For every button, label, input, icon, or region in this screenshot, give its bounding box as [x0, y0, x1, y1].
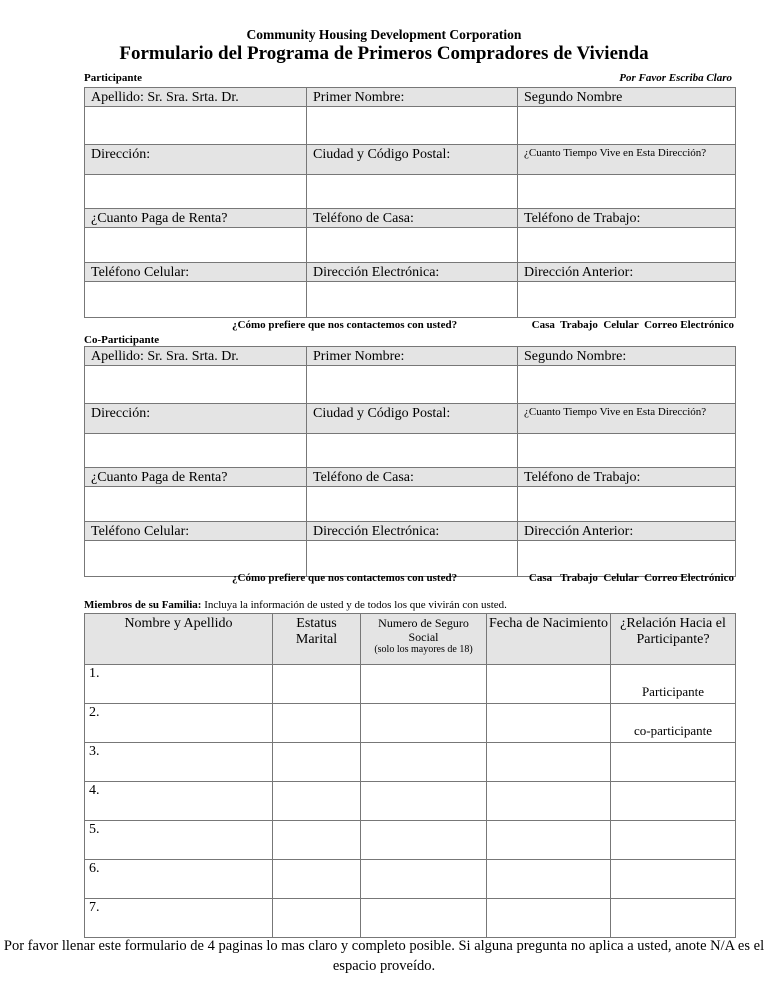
field-input[interactable]	[307, 487, 518, 522]
member-name-cell[interactable]: 7.	[85, 899, 273, 938]
field-label: Dirección Anterior:	[518, 522, 736, 541]
col-relation: ¿Relación Hacia el Participante?	[611, 614, 736, 665]
participant-section-label: Participante	[84, 72, 143, 84]
field-input[interactable]	[85, 107, 307, 145]
ssn-cell[interactable]	[361, 665, 487, 704]
col-marital: Estatus Marital	[273, 614, 361, 665]
member-name-cell[interactable]: 6.	[85, 860, 273, 899]
participant-table	[84, 87, 736, 318]
member-name-cell[interactable]: 4.	[85, 782, 273, 821]
field-label: Dirección Electrónica:	[307, 263, 518, 282]
family-row	[85, 899, 736, 938]
footer-instructions: Por favor llenar este formulario de 4 paginas lo mas claro y completo posible. Si alguna pregunta no aplica a usted, anote N/A es el espacio proveído.	[3, 938, 765, 974]
family-table	[84, 613, 736, 938]
member-name-cell[interactable]: 2.	[85, 704, 273, 743]
member-name-cell[interactable]: 3.	[85, 743, 273, 782]
ssn-cell[interactable]	[361, 743, 487, 782]
field-label: Teléfono de Trabajo:	[518, 209, 736, 228]
field-label: ¿Cuanto Paga de Renta?	[85, 468, 307, 487]
field-label: Dirección Electrónica:	[307, 522, 518, 541]
field-label: Apellido: Sr. Sra. Srta. Dr.	[85, 347, 307, 366]
field-input[interactable]	[518, 228, 736, 263]
field-label: Teléfono Celular:	[85, 522, 307, 541]
family-row	[85, 782, 736, 821]
field-input[interactable]	[518, 366, 736, 404]
label-row	[85, 145, 736, 175]
field-input[interactable]	[518, 487, 736, 522]
col-dob: Fecha de Nacimiento	[487, 614, 611, 665]
dob-cell[interactable]	[487, 782, 611, 821]
field-label: Primer Nombre:	[307, 88, 518, 107]
label-row	[85, 347, 736, 366]
label-row	[85, 522, 736, 541]
input-row	[85, 175, 736, 209]
dob-cell[interactable]	[487, 860, 611, 899]
family-row	[85, 743, 736, 782]
relation-cell[interactable]	[611, 743, 736, 782]
coparticipant-section-label: Co-Participante	[84, 334, 160, 346]
marital-cell[interactable]	[273, 860, 361, 899]
col-ssn: Numero de Seguro Social (solo los mayores de 18)	[361, 614, 487, 665]
ssn-cell[interactable]	[361, 899, 487, 938]
field-input[interactable]	[307, 434, 518, 468]
write-clearly-note: Por Favor Escriba Claro	[619, 72, 732, 84]
relation-cell[interactable]	[611, 782, 736, 821]
field-label: Teléfono de Casa:	[307, 209, 518, 228]
field-label: Ciudad y Código Postal:	[307, 404, 518, 434]
marital-cell[interactable]	[273, 899, 361, 938]
marital-cell[interactable]	[273, 665, 361, 704]
field-input[interactable]	[307, 282, 518, 318]
marital-cell[interactable]	[273, 821, 361, 860]
field-label: Segundo Nombre	[518, 88, 736, 107]
coparticipant-contact-question: ¿Cómo prefiere que nos contactemos con usted?	[232, 572, 458, 584]
family-row	[85, 860, 736, 899]
field-input[interactable]	[85, 282, 307, 318]
field-label: Teléfono Celular:	[85, 263, 307, 282]
field-input[interactable]	[85, 487, 307, 522]
relation-cell[interactable]	[611, 860, 736, 899]
field-label: ¿Cuanto Paga de Renta?	[85, 209, 307, 228]
relation-cell[interactable]: co-participante	[611, 704, 736, 743]
family-row	[85, 821, 736, 860]
dob-cell[interactable]	[487, 743, 611, 782]
input-row	[85, 366, 736, 404]
member-name-cell[interactable]: 1.	[85, 665, 273, 704]
label-row	[85, 404, 736, 434]
label-row	[85, 209, 736, 228]
coparticipant-table	[84, 346, 736, 577]
ssn-note: (solo los mayores de 18)	[374, 644, 473, 655]
input-row	[85, 228, 736, 263]
organization-name: Community Housing Development Corporation	[246, 27, 522, 42]
marital-cell[interactable]	[273, 704, 361, 743]
field-label: Ciudad y Código Postal:	[307, 145, 518, 175]
relation-cell[interactable]	[611, 899, 736, 938]
marital-cell[interactable]	[273, 743, 361, 782]
field-input[interactable]	[307, 366, 518, 404]
input-row	[85, 434, 736, 468]
family-label	[84, 599, 507, 611]
field-input[interactable]	[518, 175, 736, 209]
field-input[interactable]	[85, 228, 307, 263]
label-row	[85, 263, 736, 282]
ssn-cell[interactable]	[361, 704, 487, 743]
field-input[interactable]	[518, 107, 736, 145]
col-name: Nombre y Apellido	[85, 614, 273, 665]
participant-contact-options[interactable]: Casa Trabajo Celular Correo Electrónico	[531, 319, 734, 331]
field-input[interactable]	[85, 366, 307, 404]
participant-contact-question: ¿Cómo prefiere que nos contactemos con usted?	[232, 319, 458, 331]
field-label: Dirección Anterior:	[518, 263, 736, 282]
family-row	[85, 665, 736, 704]
field-label: Apellido: Sr. Sra. Srta. Dr.	[85, 88, 307, 107]
dob-cell[interactable]	[487, 821, 611, 860]
field-label: Dirección:	[85, 404, 307, 434]
relation-cell[interactable]: Participante	[611, 665, 736, 704]
field-input[interactable]	[307, 107, 518, 145]
field-label: Teléfono de Trabajo:	[518, 468, 736, 487]
label-row	[85, 468, 736, 487]
marital-cell[interactable]	[273, 782, 361, 821]
label-row	[85, 88, 736, 107]
field-input[interactable]	[85, 434, 307, 468]
relation-cell[interactable]	[611, 821, 736, 860]
ssn-cell[interactable]	[361, 821, 487, 860]
field-label: ¿Cuanto Tiempo Vive en Esta Dirección?	[518, 404, 736, 434]
input-row	[85, 107, 736, 145]
input-row	[85, 487, 736, 522]
form-title: Formulario del Programa de Primeros Compradores de Vivienda	[119, 43, 649, 64]
field-label: Primer Nombre:	[307, 347, 518, 366]
dob-cell[interactable]	[487, 665, 611, 704]
coparticipant-contact-options[interactable]: Casa Trabajo Celular Correo Electrónico	[528, 572, 734, 584]
family-label-bold: Miembros de su Familia:	[84, 599, 202, 611]
input-row	[85, 282, 736, 318]
ssn-cell[interactable]	[361, 860, 487, 899]
field-input[interactable]	[85, 175, 307, 209]
dob-cell[interactable]	[487, 899, 611, 938]
dob-cell[interactable]	[487, 704, 611, 743]
field-input[interactable]	[518, 434, 736, 468]
field-input[interactable]	[518, 282, 736, 318]
family-row	[85, 704, 736, 743]
family-label-text: Incluya la información de usted y de todos los que vivirán con usted.	[201, 599, 507, 611]
field-label: Dirección:	[85, 145, 307, 175]
member-name-cell[interactable]: 5.	[85, 821, 273, 860]
ssn-cell[interactable]	[361, 782, 487, 821]
field-label: ¿Cuanto Tiempo Vive en Esta Dirección?	[518, 145, 736, 175]
field-label: Segundo Nombre:	[518, 347, 736, 366]
field-input[interactable]	[307, 175, 518, 209]
field-input[interactable]	[307, 228, 518, 263]
field-label: Teléfono de Casa:	[307, 468, 518, 487]
